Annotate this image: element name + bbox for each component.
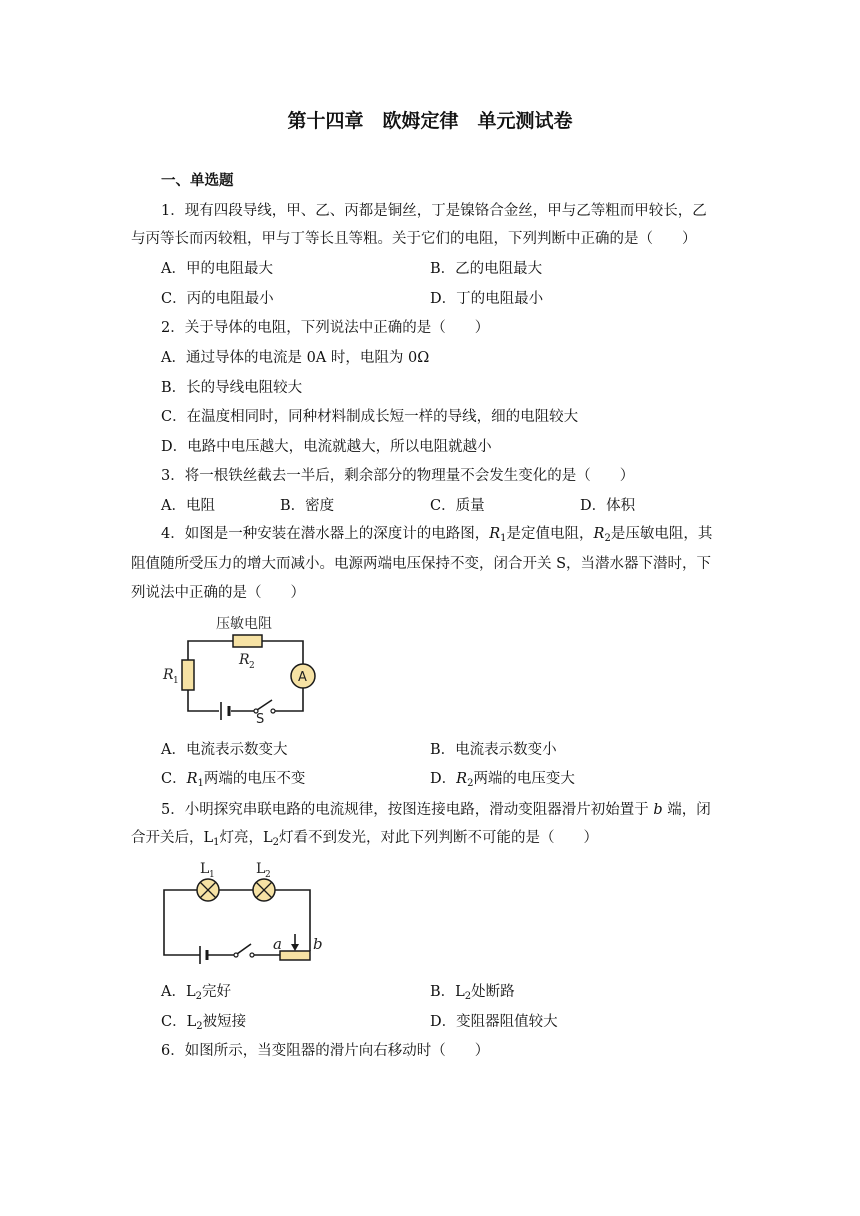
slider-arrow-icon bbox=[291, 944, 299, 951]
q4-stem-line3: 列说法中正确的是（ ） bbox=[131, 585, 305, 601]
q1-stem-line2: 与丙等长而丙较粗，甲与丁等长且等粗。关于它们的电阻，下列判断中正确的是（ ） bbox=[131, 231, 697, 247]
q2-option-d: D．电路中电压越大，电流就越大，所以电阻就越小 bbox=[161, 439, 492, 455]
q1-option-c: C．丙的电阻最小 bbox=[161, 291, 274, 307]
switch-label: S bbox=[256, 712, 265, 726]
q2-stem: 2．关于导体的电阻，下列说法中正确的是（ ） bbox=[161, 320, 490, 336]
q1-option-d: D．丁的电阻最小 bbox=[430, 291, 544, 307]
switch-blade bbox=[257, 700, 272, 710]
q1-stem-line1: 1．现有四段导线，甲、乙、丙都是铜丝，丁是镍铬合金丝，甲与乙等粗而甲较长，乙 bbox=[161, 203, 707, 219]
rheostat-icon bbox=[280, 951, 310, 960]
q3-stem: 3．将一根铁丝截去一半后，剩余部分的物理量不会发生变化的是（ ） bbox=[161, 468, 635, 484]
ammeter-label: A bbox=[298, 670, 307, 685]
q5-option-d: D．变阻器阻值较大 bbox=[430, 1014, 558, 1030]
switch-contact-right bbox=[250, 953, 254, 957]
r1-label: R bbox=[163, 667, 174, 683]
page-title: 第十四章 欧姆定律 单元测试卷 bbox=[287, 110, 573, 132]
q4-circuit-figure bbox=[155, 608, 335, 726]
q5-circuit-figure bbox=[150, 852, 340, 970]
terminal-a-label: a bbox=[273, 935, 282, 953]
q5-option-a: A．$L_2$完好 bbox=[161, 984, 231, 1002]
q6-stem: 6．如图所示，当变阻器的滑片向右移动时（ ） bbox=[161, 1043, 490, 1059]
q5-option-c: C．$L_2$被短接 bbox=[161, 1014, 247, 1032]
q1-option-a: A．甲的电阻最大 bbox=[161, 261, 273, 277]
q2-option-b: B．长的导线电阻较大 bbox=[161, 380, 303, 396]
q4-option-c: C．$R_1$两端的电压不变 bbox=[161, 771, 306, 789]
q1-option-b: B．乙的电阻最大 bbox=[430, 261, 543, 277]
q3-option-c: C．质量 bbox=[430, 498, 485, 514]
l1-label: L bbox=[200, 861, 210, 877]
switch-contact-right bbox=[271, 709, 275, 713]
r1-subscript: 1 bbox=[173, 676, 179, 686]
l2-subscript: 2 bbox=[265, 870, 271, 880]
q5-stem-line1: 5．小明探究串联电路的电流规律，按图连接电路，滑动变阻器滑片初始置于 b 端，闭 bbox=[161, 802, 711, 818]
r2-label: R bbox=[239, 652, 250, 668]
q3-option-b: B．密度 bbox=[280, 498, 335, 514]
section-title: 一、单选题 bbox=[161, 173, 234, 189]
r2-subscript: 2 bbox=[249, 661, 255, 671]
q4-stem-line1: 4．如图是一种安装在潜水器上的深度计的电路图，$R_1$是定值电阻，$R_2$是压敏电阻，其 bbox=[161, 526, 713, 544]
q4-option-d: D．$R_2$两端的电压变大 bbox=[430, 771, 575, 789]
resistor-r1 bbox=[182, 660, 194, 690]
pressure-resistor-label: 压敏电阻 bbox=[216, 616, 272, 632]
resistor-r2 bbox=[233, 635, 262, 647]
q4-option-a: A．电流表示数变大 bbox=[161, 742, 288, 758]
q5-option-b: B．$L_2$处断路 bbox=[430, 984, 515, 1002]
q2-option-a: A．通过导体的电流是 0A 时，电阻为 0Ω bbox=[161, 350, 430, 366]
q2-option-c: C．在温度相同时，同种材料制成长短一样的导线，细的电阻较大 bbox=[161, 409, 579, 425]
q3-option-d: D．体积 bbox=[580, 498, 636, 514]
q5-stem-line2: 合开关后，$L_1$灯亮，$L_2$灯看不到发光，对此下列判断不可能的是（ ） bbox=[131, 830, 599, 848]
q3-option-a: A．电阻 bbox=[161, 498, 215, 514]
q4-stem-line2: 阻值随所受压力的增大而减小。电源两端电压保持不变，闭合开关 S，当潜水器下潜时，下 bbox=[131, 556, 712, 572]
l1-subscript: 1 bbox=[209, 870, 215, 880]
l2-label: L bbox=[256, 861, 266, 877]
switch-blade bbox=[237, 944, 251, 954]
terminal-b-label: b bbox=[313, 935, 323, 953]
q4-option-b: B．电流表示数变小 bbox=[430, 742, 557, 758]
